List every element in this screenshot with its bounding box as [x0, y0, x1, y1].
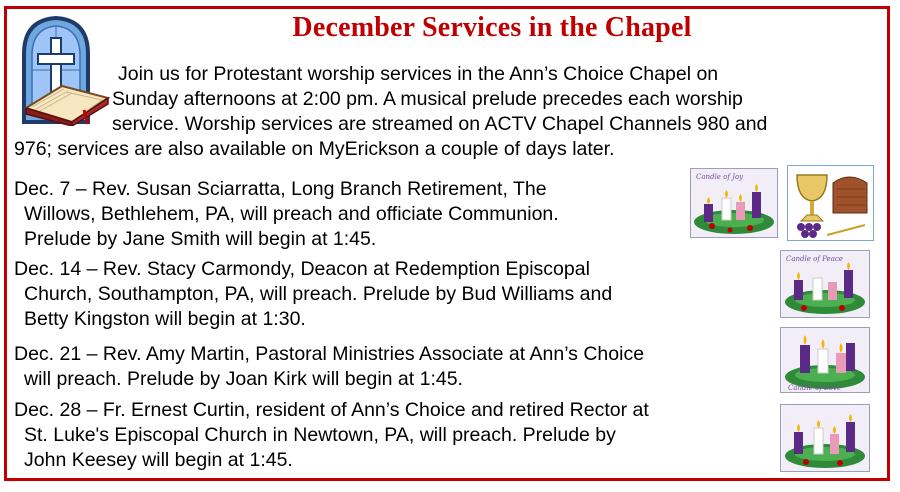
communion-chalice-icon [787, 165, 874, 241]
bible-icon [22, 78, 112, 126]
candle-label: Candle of Peace [786, 255, 843, 263]
service-line: Willows, Bethlehem, PA, will preach and officiate Communion. [24, 203, 559, 225]
candle-label: Candle of Love [788, 384, 842, 392]
candle-label: Candle of Joy [696, 173, 744, 181]
intro-line: Join us for Protestant worship services in the Ann’s Choice Chapel on [118, 63, 719, 85]
service-dec-21 [14, 342, 644, 392]
advent-wreath-icon [780, 404, 870, 472]
intro-line: service. Worship services are streamed on ACTV Chapel Channels 980 and [112, 113, 768, 135]
intro-line: 976; services are also available on MyErickson a couple of days later. [14, 138, 615, 160]
advent-wreath-icon [780, 327, 870, 393]
service-line: Betty Kingston will begin at 1:30. [24, 308, 306, 330]
advent-wreath-icon [780, 250, 870, 318]
service-dec-14 [14, 257, 612, 332]
service-line: Dec. 7 – Rev. Susan Sciarratta, Long Branch Retirement, The [14, 178, 547, 200]
service-line: John Keesey will begin at 1:45. [24, 449, 293, 471]
service-line: Dec. 28 – Fr. Ernest Curtin, resident of Ann’s Choice and retired Rector at [14, 399, 649, 421]
intro-line: Sunday afternoons at 2:00 pm. A musical prelude precedes each worship [112, 88, 743, 110]
page-title: December Services in the Chapel [292, 12, 692, 43]
service-line: St. Luke's Episcopal Church in Newtown, PA, will preach. Prelude by [24, 424, 616, 446]
service-line: Dec. 21 – Rev. Amy Martin, Pastoral Ministries Associate at Ann’s Choice [14, 343, 645, 365]
service-dec-7 [14, 177, 559, 252]
service-line: Church, Southampton, PA, will preach. Prelude by Bud Williams and [24, 283, 613, 305]
service-line: will preach. Prelude by Joan Kirk will begin at 1:45. [24, 368, 463, 390]
service-line: Prelude by Jane Smith will begin at 1:45. [24, 228, 377, 250]
advent-wreath-icon [690, 168, 778, 238]
service-dec-28 [14, 398, 649, 473]
service-line: Dec. 14 – Rev. Stacy Carmondy, Deacon at Redemption Episcopal [14, 258, 590, 280]
